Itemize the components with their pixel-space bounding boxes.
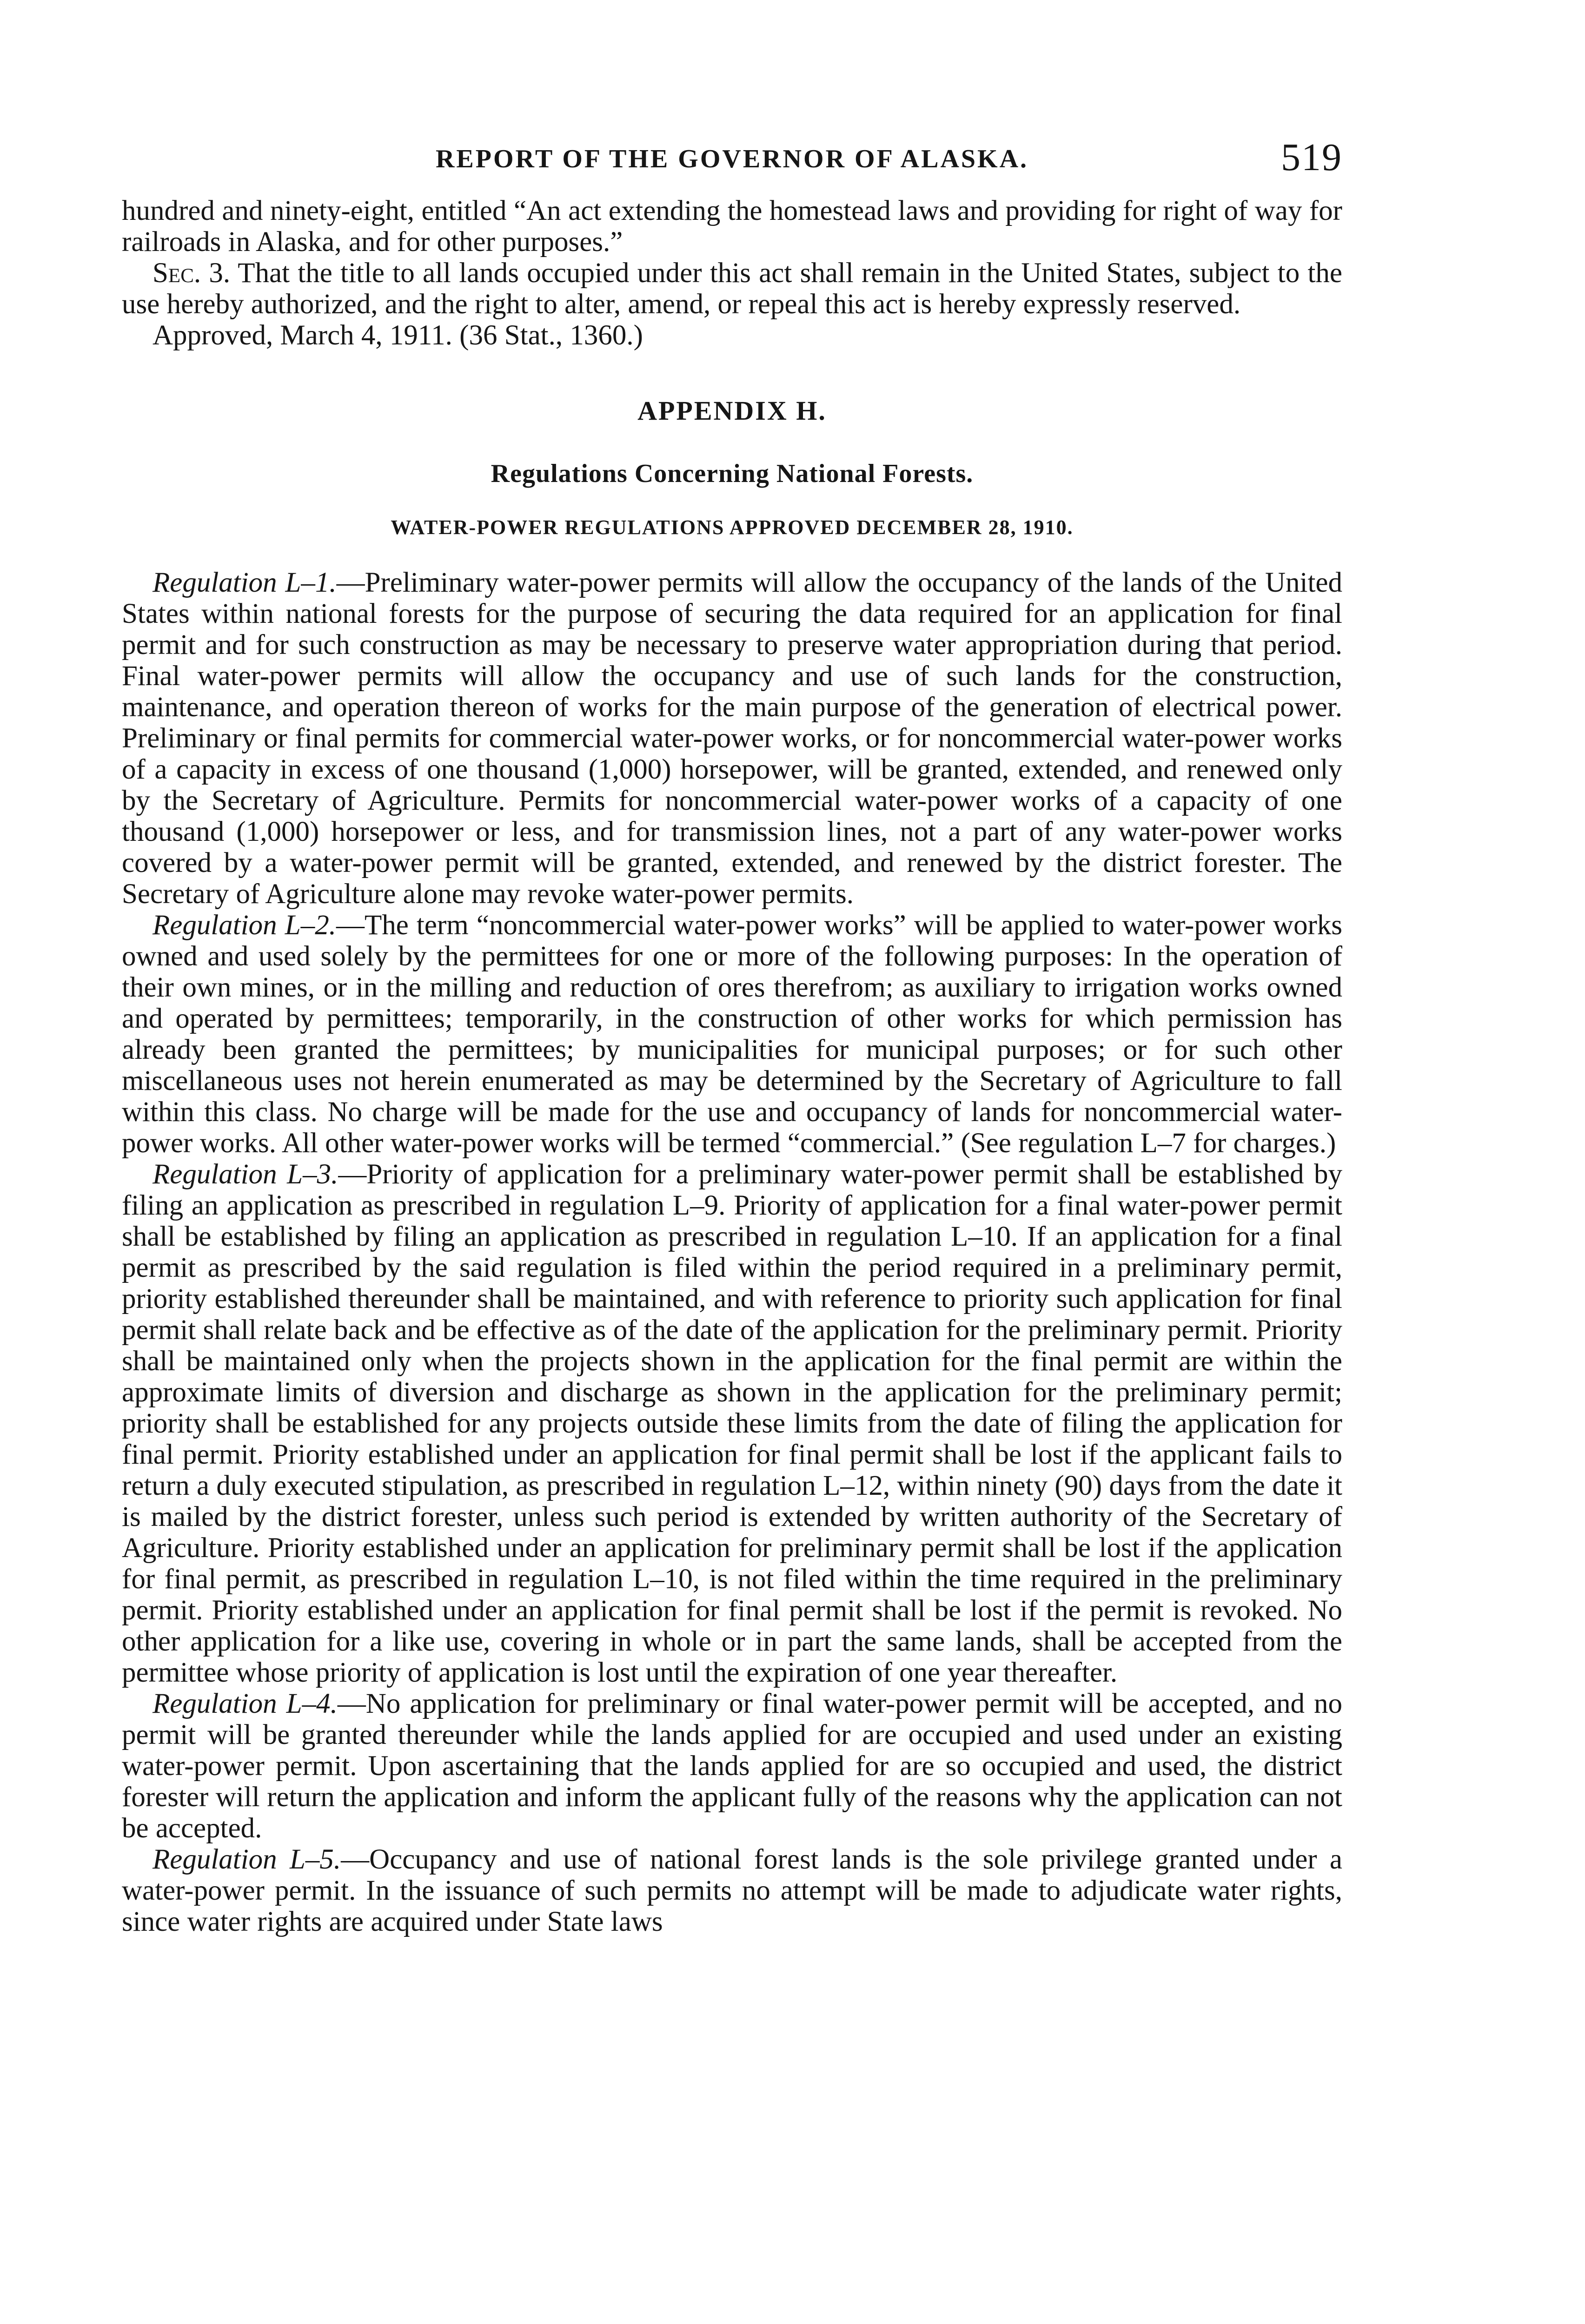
appendix-subtitle: Regulations Concerning National Forests. xyxy=(491,459,974,488)
regulation-label: Regulation L–1. xyxy=(153,567,337,598)
regulation-label: Regulation L–4. xyxy=(153,1688,338,1719)
approved-line: Approved, March 4, 1911. (36 Stat., 1360.) xyxy=(153,320,643,351)
page-number: 519 xyxy=(1281,136,1342,179)
regulation-paragraph xyxy=(122,1159,1342,1688)
section-label: Sec. 3. xyxy=(153,257,231,289)
regulation-label: Regulation L–5. xyxy=(153,1844,341,1875)
regulation-paragraph xyxy=(122,1844,1342,1937)
appendix-title: APPENDIX H. xyxy=(637,396,827,426)
regulation-text: —The term “noncommercial water-power works” will be applied to water-power works owned and used solely by the permittees for one or more of the following purposes: In the operation of their own mines, or in the milling and reduction of ores therefrom; as auxiliary to irrigation works owned and operated by permittees; temporarily, in the construction of other works for which permission has already been granted the permittees; by municipalities for municipal purposes; or for such other miscellaneous uses not herein enumerated as may be determined by the Secretary of Agriculture to fall within this class. No charge will be made for the use and occupancy of lands for noncommercial water-power works. All other water-power works will be termed “commercial.” (See regulation L–7 for charges.) xyxy=(122,910,1342,1159)
regulation-label: Regulation L–3. xyxy=(153,1159,338,1190)
regulation-text: —Occupancy and use of national forest lands is the sole privilege granted under a water-power permit. In the issuance of such permits no attempt will be made to adjudicate water rights, since water rights are acquired under State laws xyxy=(122,1844,1342,1937)
regulation-text: —No application for preliminary or final water-power permit will be accepted, and no permit will be granted thereunder while the lands applied for are occupied and used under an existing water-power permit. Upon ascertaining that the lands applied for are so occupied and used, the district forester will return the application and inform the applicant fully of the reasons why the application can not be accepted. xyxy=(122,1688,1343,1844)
regulation-paragraph xyxy=(122,1688,1342,1844)
running-title: REPORT OF THE GOVERNOR OF ALASKA. xyxy=(435,145,1029,173)
section-3-paragraph xyxy=(122,257,1342,320)
regulation-paragraph xyxy=(122,910,1342,1159)
document-page xyxy=(122,125,1342,1937)
regulation-label: Regulation L–2. xyxy=(153,910,336,941)
continuation-paragraph: hundred and ninety-eight, entitled “An act extending the homestead laws and providing for right of way for railroads in Alaska, and for other purposes.” xyxy=(122,195,1342,257)
regulation-text: —Priority of application for a preliminary water-power permit shall be established by filing an application as prescribed in regulation L–9. Priority of application for a final water-power permit shall be established by filing an application as prescribed in regulation L–10. If an application for a final permit as prescribed by the said regulation is filed within the period required in a preliminary permit, priority established thereunder shall be maintained, and with reference to priority such application for final permit shall relate back and be effective as of the date of the application for the preliminary permit. Priority shall be maintained only when the projects shown in the application for the final permit are within the approximate limits of diversion and discharge as shown in the application for the preliminary permit; priority shall be established for any projects outside these limits from the date of filing the application for final permit. Priority established under an application for final permit shall be lost if the applicant fails to return a duly executed stipulation, as prescribed in regulation L–12, within ninety (90) days from the date it is mailed by the district forester, unless such period is extended by written authority of the Secretary of Agriculture. Priority established under an application for preliminary permit shall be lost if the application for final permit, as prescribed in regulation L–10, is not filed within the time required in the preliminary permit. Priority established under an application for final permit shall be lost if the permit is revoked. No other application for a like use, covering in whole or in part the same lands, shall be accepted from the permittee whose priority of application is lost until the expiration of one year thereafter. xyxy=(122,1159,1342,1688)
appendix-caption: WATER-POWER REGULATIONS APPROVED DECEMBER 28, 1910. xyxy=(391,516,1074,539)
regulation-text: —Preliminary water-power permits will allow the occupancy of the lands of the United States within national forests for the purpose of securing the data required for an application for final permit and for such construction as may be necessary to preserve water appropriation during that period. Final water-power permits will allow the occupancy and use of such lands for the construction, maintenance, and operation thereon of works for the main purpose of the generation of electrical power. Preliminary or final permits for commercial water-power works, or for noncommercial water-power works of a capacity in excess of one thousand (1,000) horsepower, will be granted, extended, and renewed only by the Secretary of Agriculture. Permits for noncommercial water-power works of a capacity of one thousand (1,000) horsepower or less, and for transmission lines, not a part of any water-power works covered by a water-power permit will be granted, extended, and renewed by the district forester. The Secretary of Agriculture alone may revoke water-power permits. xyxy=(122,567,1342,910)
running-head xyxy=(122,125,1342,195)
section-3-text: That the title to all lands occupied under this act shall remain in the United States, subject to the use hereby authorized, and the right to alter, amend, or repeal this act is hereby expressly reserved. xyxy=(122,257,1342,320)
regulation-paragraph xyxy=(122,567,1342,910)
